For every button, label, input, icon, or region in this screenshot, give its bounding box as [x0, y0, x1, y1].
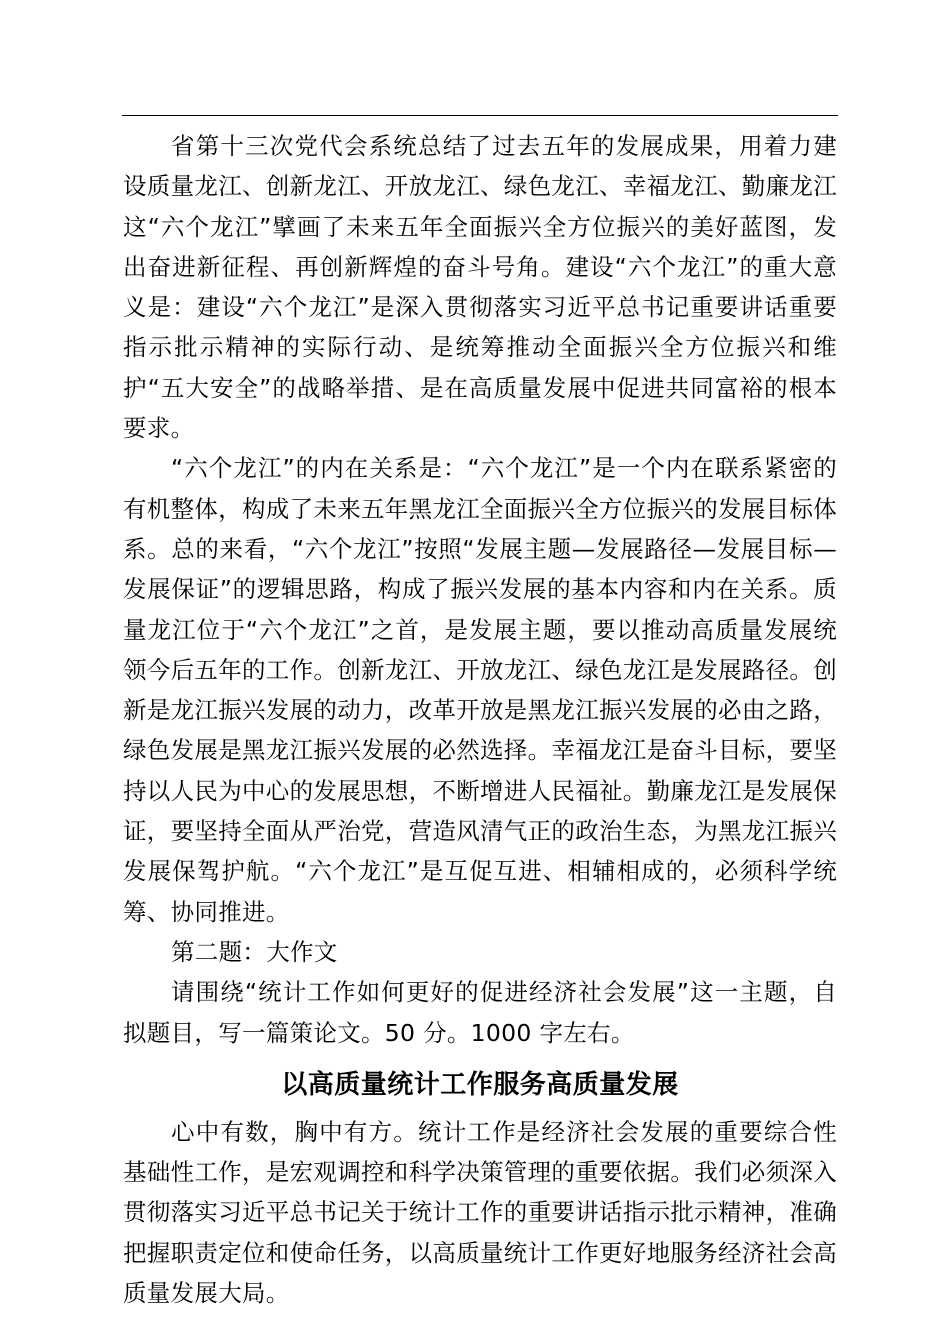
- question-heading: 第二题：大作文: [171, 937, 338, 966]
- essay-body: [123, 1112, 837, 1313]
- header-rule: [122, 115, 838, 116]
- essay-title: 以高质量统计工作服务高质量发展: [281, 1069, 679, 1100]
- paragraph-relationship: “六个龙江”的内在关系是：“六个龙江”是一个内在联系紧密的有机整体，构成了未来五年黑龙江全面振兴全方位振兴的发展目标体系。总的来看，“六个龙江”按照“发展主题—发展路径—发展目标—发展保证”的逻辑思路，构成了振兴发展的基本内容和内在关系。质量龙江位于“六个龙江”之首，是发展主题，要以推动高质量发展统领今后五年的工作。创新龙江、开放龙江、绿色龙江是发展路径。创新是龙江振兴发展的动力，改革开放是黑龙江振兴发展的必由之路，绿色发展是黑龙江振兴发展的必然选择。幸福龙江是奋斗目标，要坚持以人民为中心的发展思想，不断增进人民福祉。勤廉龙江是发展保证，要坚持全面从严治党，营造风清气正的政治生态，为黑龙江振兴发展保驾护航。“六个龙江”是互促互进、相辅相成的，必须科学统筹、协同推进。: [123, 454, 837, 926]
- essay-paragraph-intro: 心中有数，胸中有方。统计工作是经济社会发展的重要综合性基础性工作，是宏观调控和科学决策管理的重要依据。我们必须深入贯彻落实习近平总书记关于统计工作的重要讲话指示批示精神，准确把握职责定位和使命任务，以高质量统计工作更好地服务经济社会高质量发展大局。: [123, 1117, 837, 1308]
- paragraph-significance: 省第十三次党代会系统总结了过去五年的发展成果，用着力建设质量龙江、创新龙江、开放龙江、绿色龙江、幸福龙江、勤廉龙江这“六个龙江”擘画了未来五年全面振兴全方位振兴的美好蓝图，发出奋进新征程、再创新辉煌的奋斗号角。建设“六个龙江”的重大意义是：建设“六个龙江”是深入贯彻落实习近平总书记重要讲话重要指示批示精神的实际行动、是统筹推动全面振兴全方位振兴和维护“五大安全”的战略举措、是在高质量发展中促进共同富裕的根本要求。: [123, 132, 837, 443]
- document-body: [123, 126, 837, 1313]
- question-prompt: 请围绕“统计工作如何更好的促进经济社会发展”这一主题，自拟题目，写一篇策论文。50 分。1000 字左右。: [123, 978, 837, 1047]
